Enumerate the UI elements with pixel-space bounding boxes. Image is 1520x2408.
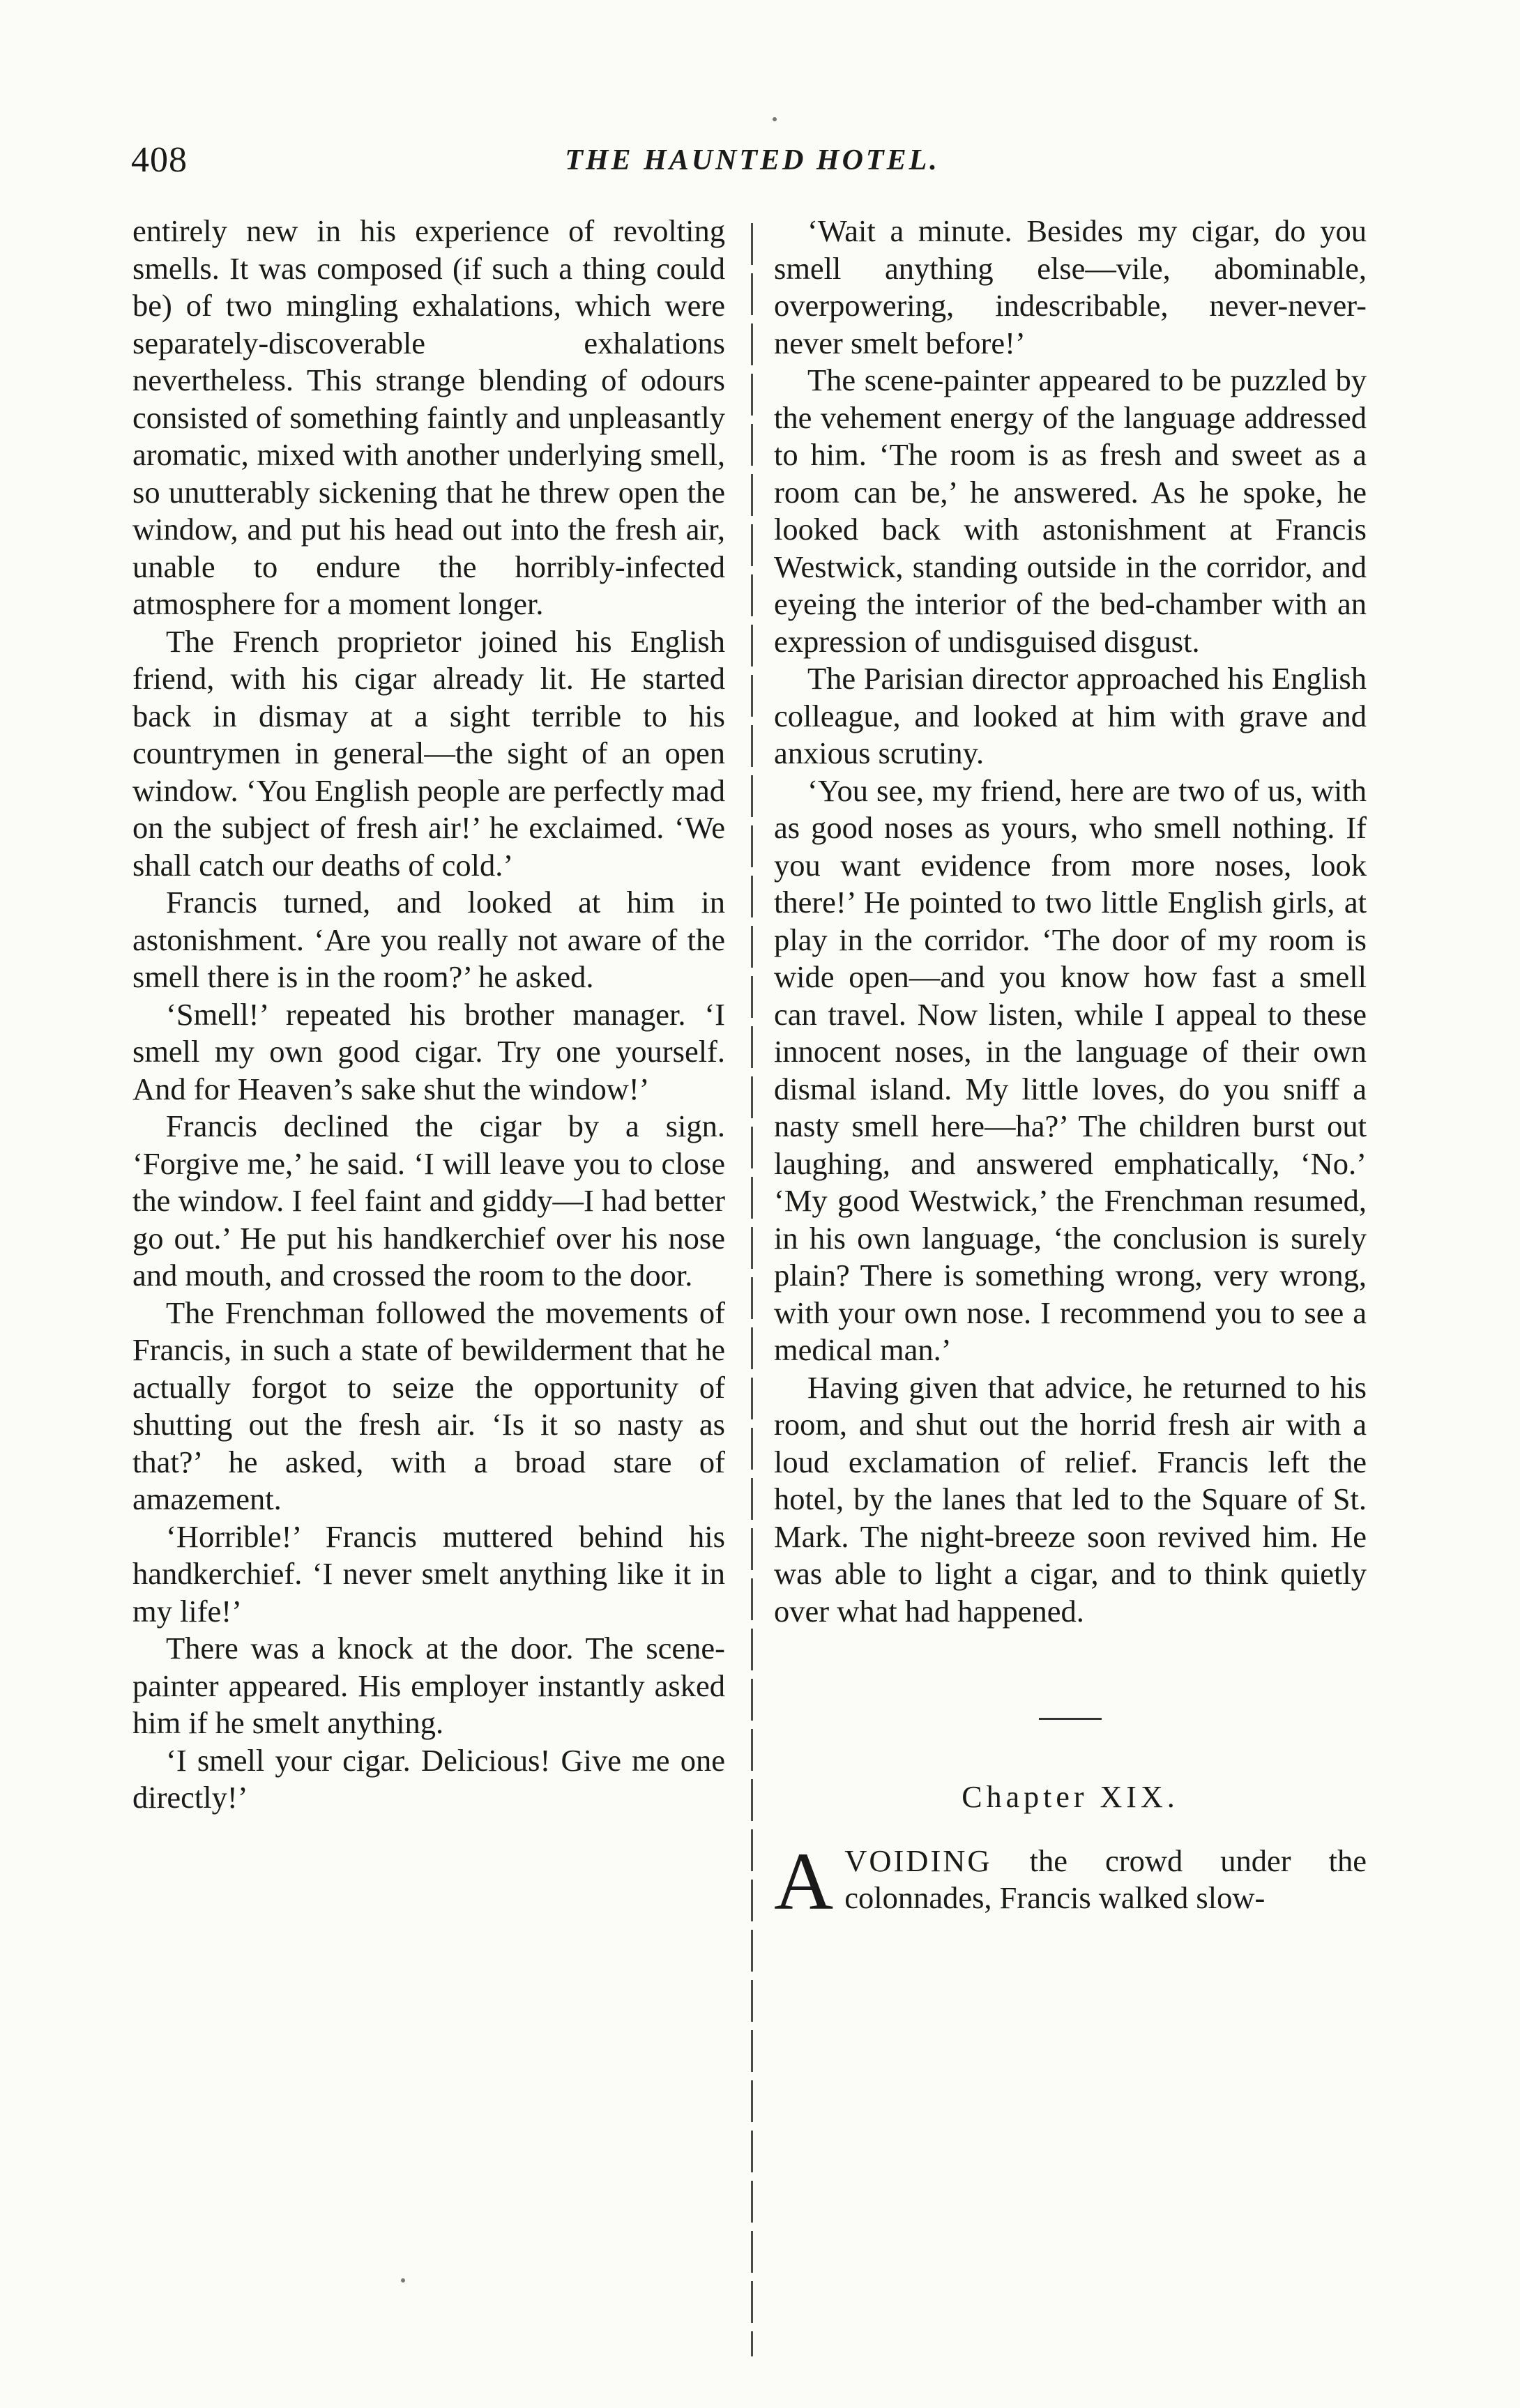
paragraph: The Frenchman followed the movements of Francis, in such a state of bewilderment that he actually forgot to seize the opportunity of shutting out the fresh air. ‘Is it so nasty as that?’ he asked, with a broad stare of amazement. — [132, 1295, 725, 1516]
paragraph: ‘You see, my friend, here are two of us, with as good noses as yours, who smell nothing. If you want evidence from more noses, look there!’ He pointed to two little English girls, at play in the corridor. ‘The door of my room is wide open—and you know how fast a smell can travel. Now listen, while I appeal to these innocent noses, in the language of their own dismal island. My little loves, do you sniff a nasty smell here—ha?’ The children burst out laughing, and answered emphatically, ‘No.’ ‘My good Westwick,’ the Frenchman resumed, in his own language, ‘the conclusion is surely plain? There is something wrong, very wrong, with your own nose. I recommend you to see a medical man.’ — [774, 772, 1367, 1367]
print-speck — [773, 117, 777, 121]
running-title: THE HAUNTED HOTEL. — [565, 144, 940, 176]
section-divider — [1039, 1718, 1102, 1720]
drop-cap: A — [774, 1835, 834, 1927]
column-divider — [751, 223, 753, 2356]
paragraph: Having given that advice, he returned to his room, and shut out the horrid fresh air with a loud exclamation of relief. Francis left the hotel, by the lanes that led to the Square of St. Mark. The night-breeze soon revived him. He was able to light a cigar, and to think quietly over what had happened. — [774, 1369, 1367, 1629]
small-caps-word: VOIDING — [844, 1843, 992, 1878]
chapter-opening — [774, 1835, 1367, 1927]
paragraph: There was a knock at the door. The scene-painter appeared. His employer instantly asked him if he smelt anything. — [132, 1631, 725, 1740]
paragraph: The French proprietor joined his English friend, with his cigar already lit. He started back in dismay at a sight terrible to his countrymen in general—the sight of an open window. ‘You English people are perfectly mad on the subject of fresh air!’ he exclaimed. ‘We shall catch our deaths of cold.’ — [132, 623, 725, 883]
page-number: 408 — [131, 140, 188, 180]
print-speck — [401, 2278, 405, 2283]
chapter-heading: Chapter XIX. — [962, 1780, 1179, 1814]
left-column — [132, 213, 725, 1817]
paragraph: ‘Smell!’ repeated his brother manager. ‘I smell my own good cigar. Try one yourself. And for Heaven’s sake shut the window!’ — [132, 996, 725, 1106]
paragraph: Francis declined the cigar by a sign. ‘Forgive me,’ he said. ‘I will leave you to close the window. I feel faint and giddy—I had better go out.’ He put his handkerchief over his nose and mouth, and crossed the room to the door. — [132, 1108, 725, 1293]
paragraph: entirely new in his experience of revolting smells. It was composed (if such a thing could be) of two mingling exhalations, which were separately-discoverable exhalations nevertheless. This strange blending of odours consisted of something faintly and unpleasantly aromatic, mixed with another underlying smell, so unutterably sickening that he threw open the window, and put his head out into the fresh air, unable to endure the horribly-infected atmosphere for a moment longer. — [132, 213, 725, 621]
right-column — [774, 213, 1367, 1927]
paragraph: Francis turned, and looked at him in astonishment. ‘Are you really not aware of the smell there is in the room?’ he asked. — [132, 885, 725, 994]
paragraph: ‘Wait a minute. Besides my cigar, do you smell anything else—vile, abominable, overpowering, indescribable, never-never-never smelt before!’ — [774, 213, 1367, 360]
paragraph: The scene-painter appeared to be puzzled by the vehement energy of the language addressed to him. ‘The room is as fresh and sweet as a room can be,’ he answered. As he spoke, he looked back with astonishment at Francis Westwick, standing outside in the corridor, and eyeing the interior of the bed-chamber with an expression of undisguised disgust. — [774, 363, 1367, 659]
paragraph: The Parisian director approached his English colleague, and looked at him with grave and anxious scrutiny. — [774, 661, 1367, 770]
paragraph: ‘Horrible!’ Francis muttered behind his handkerchief. ‘I never smelt anything like it in my life!’ — [132, 1518, 725, 1629]
opening-paragraph — [774, 1835, 1367, 1927]
paragraph: ‘I smell your cigar. Delicious! Give me one directly!’ — [132, 1742, 725, 1815]
page-header — [131, 139, 1374, 188]
opening-text: the crowd under the colonnades, Francis walked slow- — [844, 1843, 1367, 1915]
